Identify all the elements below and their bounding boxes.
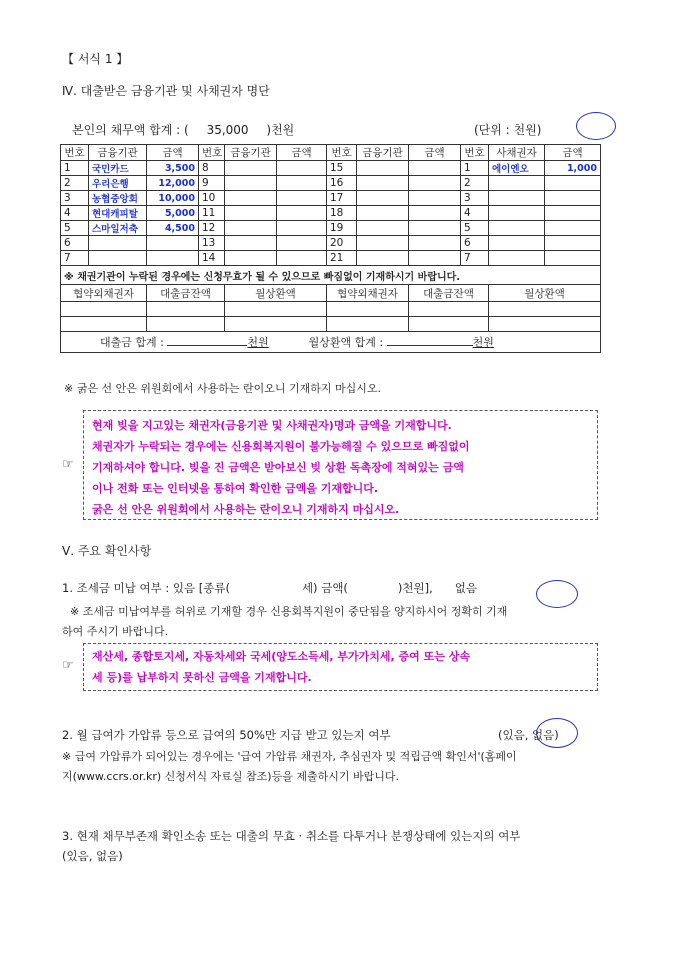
loan-total-field[interactable] — [167, 345, 247, 346]
item3-line: 3. 현재 채무부존재 확인소송 또는 대출의 무효 · 취소를 다투거나 분쟁상태에 있는지의 여부 — [62, 829, 521, 843]
row-number[interactable]: 18 — [327, 206, 357, 221]
institution-cell[interactable] — [225, 176, 277, 191]
bold-line-note: ※ 굵은 선 안은 위원회에서 사용하는 란이오니 기재하지 마십시오. — [64, 382, 381, 395]
item1-tax-type-suffix: 세) 금액( — [301, 581, 348, 595]
amount-cell[interactable] — [409, 161, 461, 176]
total-debt-label: 본인의 채무액 합계 : ( — [72, 123, 189, 137]
section5-title: Ⅴ. 주요 확인사항 — [62, 544, 152, 558]
row-number[interactable]: 14 — [199, 251, 225, 266]
non-agreement-cell[interactable] — [147, 317, 225, 332]
institution-cell[interactable] — [357, 161, 409, 176]
table-header-row — [61, 145, 601, 161]
row-number[interactable]: 5 — [461, 221, 489, 236]
item2-note-line2: 지(www.ccrs.or.kr) 신청서식 자료실 참조)등을 제출하시기 바랍니다. — [62, 770, 399, 783]
pointer-icon: ☞ — [62, 457, 74, 472]
non-agreement-header: 협약외채권자 — [61, 285, 147, 302]
row-number[interactable]: 21 — [327, 251, 357, 266]
amount-cell[interactable] — [277, 251, 327, 266]
item1-none-option[interactable]: 없음 — [454, 581, 477, 595]
non-agreement-header: 대출금잔액 — [147, 285, 225, 302]
monthly-total-label: 월상환액 합계 : — [308, 336, 384, 349]
item3-answer[interactable]: (있음, 없음) — [62, 849, 123, 863]
amount-cell[interactable] — [545, 221, 601, 236]
amount-cell[interactable] — [545, 191, 601, 206]
table-header-cell: 번호 — [461, 145, 489, 161]
row-number[interactable]: 8 — [199, 161, 225, 176]
row-number[interactable]: 16 — [327, 176, 357, 191]
table-header-cell: 금액 — [545, 145, 601, 161]
row-number[interactable]: 7 — [461, 251, 489, 266]
amount-cell[interactable]: 12,000 — [147, 176, 199, 191]
hint1-line: 이나 전화 또는 인터넷을 통하여 확인한 금액을 기재합니다. — [92, 482, 379, 495]
non-agreement-cell[interactable] — [147, 302, 225, 317]
non-agreement-header: 월상환액 — [489, 285, 601, 302]
table-row — [61, 176, 601, 191]
non-agreement-cell[interactable] — [489, 302, 601, 317]
institution-cell[interactable]: 우리은행 — [89, 176, 147, 191]
amount-cell[interactable] — [147, 251, 199, 266]
item2-answer[interactable]: (있음, 없음) — [498, 728, 559, 742]
non-agreement-header: 월상환액 — [225, 285, 327, 302]
institution-cell[interactable] — [225, 206, 277, 221]
table-header-cell: 번호 — [327, 145, 357, 161]
total-debt — [72, 121, 294, 138]
loan-total-label: 대출금 합계 : — [100, 336, 164, 349]
non-agreement-header: 대출금잔액 — [409, 285, 489, 302]
institution-cell[interactable]: 농협중앙회 — [89, 191, 147, 206]
row-number[interactable]: 12 — [199, 221, 225, 236]
row-number[interactable]: 1 — [461, 161, 489, 176]
table-header-cell: 번호 — [199, 145, 225, 161]
amount-cell[interactable] — [409, 191, 461, 206]
total-debt-value: 35,000 — [206, 123, 249, 137]
table-row — [61, 206, 601, 221]
hint1-line: 굵은 선 안은 위원회에서 사용하는 란이오니 기재하지 마십시오. — [92, 503, 400, 516]
institution-cell[interactable] — [357, 221, 409, 236]
table-header-cell: 사채권자 — [489, 145, 545, 161]
row-number[interactable]: 6 — [61, 236, 89, 251]
amount-cell[interactable] — [277, 236, 327, 251]
hint-text-1 — [92, 415, 469, 520]
hint-text-2 — [92, 646, 470, 688]
non-agreement-cell[interactable] — [409, 317, 489, 332]
form-label: 【 서식 1 】 — [62, 52, 129, 66]
private-lender-cell[interactable] — [489, 191, 545, 206]
institution-cell[interactable] — [225, 191, 277, 206]
institution-cell[interactable] — [225, 221, 277, 236]
monthly-total-unit: 천원 — [472, 336, 494, 349]
institution-cell[interactable] — [357, 236, 409, 251]
non-agreement-row — [61, 317, 601, 332]
section4-title: Ⅳ. 대출받은 금융기관 및 사채권자 명단 — [62, 84, 270, 98]
non-agreement-header-row — [61, 285, 601, 302]
amount-cell[interactable] — [277, 161, 327, 176]
amount-cell[interactable]: 3,500 — [147, 161, 199, 176]
row-number[interactable]: 5 — [61, 221, 89, 236]
row-number[interactable]: 15 — [327, 161, 357, 176]
amount-cell[interactable]: 10,000 — [147, 191, 199, 206]
institution-cell[interactable]: 현대캐피탈 — [89, 206, 147, 221]
hint2-line: 재산세, 종합토지세, 자동차세와 국세(양도소득세, 부가가치세, 증여 또는 상속 — [92, 650, 470, 663]
non-agreement-cell[interactable] — [489, 317, 601, 332]
institution-cell[interactable] — [357, 191, 409, 206]
table-header-cell: 금액 — [409, 145, 461, 161]
institution-cell[interactable]: 국민카드 — [89, 161, 147, 176]
amount-cell[interactable] — [409, 206, 461, 221]
table-header-cell: 금액 — [277, 145, 327, 161]
non-agreement-cell[interactable] — [409, 302, 489, 317]
item1-note-line2: 하여 주시기 바랍니다. — [62, 625, 169, 638]
amount-cell[interactable] — [409, 221, 461, 236]
row-number[interactable]: 3 — [61, 191, 89, 206]
table-row — [61, 236, 601, 251]
totals-row — [61, 332, 601, 353]
row-number[interactable]: 20 — [327, 236, 357, 251]
institution-cell[interactable] — [225, 236, 277, 251]
non-agreement-cell[interactable] — [225, 302, 327, 317]
row-number[interactable]: 4 — [461, 206, 489, 221]
non-agreement-cell[interactable] — [327, 317, 409, 332]
item1-amount-suffix: )천원], — [397, 581, 433, 595]
non-agreement-cell[interactable] — [327, 302, 409, 317]
item1-line — [62, 580, 477, 596]
table-header-cell: 금융기관 — [225, 145, 277, 161]
institution-cell[interactable] — [357, 176, 409, 191]
amount-cell[interactable] — [409, 236, 461, 251]
institution-cell[interactable] — [89, 251, 147, 266]
amount-cell[interactable] — [147, 236, 199, 251]
row-number[interactable]: 3 — [461, 191, 489, 206]
row-number[interactable]: 2 — [461, 176, 489, 191]
hint1-line: 현재 빚을 지고있는 채권자(금융기관 및 사채권자)명과 금액을 기재합니다. — [92, 419, 452, 432]
hand-circle-mark — [536, 580, 578, 608]
table-row — [61, 221, 601, 236]
institution-cell[interactable]: 스마일저축 — [89, 221, 147, 236]
private-lender-cell[interactable] — [489, 221, 545, 236]
row-number[interactable]: 4 — [61, 206, 89, 221]
item1-label: 1. 조세금 미납 여부 : 있음 [종류( — [62, 581, 230, 595]
item1-note-line1: ※ 조세금 미납여부를 허위로 기재할 경우 신용회복지원이 중단됨을 양지하시어 정확히 기재 — [70, 605, 508, 618]
table-row — [61, 251, 601, 266]
institution-cell[interactable] — [357, 251, 409, 266]
row-number[interactable]: 9 — [199, 176, 225, 191]
amount-cell[interactable] — [277, 191, 327, 206]
private-lender-cell[interactable] — [489, 251, 545, 266]
amount-cell[interactable] — [409, 251, 461, 266]
amount-cell[interactable] — [545, 176, 601, 191]
row-number[interactable]: 2 — [61, 176, 89, 191]
amount-cell[interactable]: 1,000 — [545, 161, 601, 176]
row-number[interactable]: 13 — [199, 236, 225, 251]
institution-cell[interactable] — [225, 161, 277, 176]
private-lender-cell[interactable] — [489, 236, 545, 251]
row-number[interactable]: 11 — [199, 206, 225, 221]
amount-cell[interactable] — [277, 206, 327, 221]
non-agreement-cell[interactable] — [61, 317, 147, 332]
non-agreement-cell[interactable] — [61, 302, 147, 317]
institution-cell[interactable] — [225, 251, 277, 266]
table-row — [61, 161, 601, 176]
row-number[interactable]: 17 — [327, 191, 357, 206]
pointer-icon: ☞ — [62, 658, 74, 673]
row-number[interactable]: 19 — [327, 221, 357, 236]
amount-cell[interactable] — [545, 236, 601, 251]
amount-cell[interactable] — [409, 176, 461, 191]
table-row — [61, 191, 601, 206]
amount-cell[interactable] — [545, 206, 601, 221]
non-agreement-row — [61, 302, 601, 317]
private-lender-cell[interactable]: 에이엔오 — [489, 161, 545, 176]
unit-label: (단위 : 천원) — [474, 123, 542, 137]
amount-cell[interactable]: 4,500 — [147, 221, 199, 236]
amount-cell[interactable]: 5,000 — [147, 206, 199, 221]
table-header-cell: 금융기관 — [89, 145, 147, 161]
row-number[interactable]: 10 — [199, 191, 225, 206]
creditor-table — [60, 144, 601, 353]
item2-line: 2. 월 급여가 가압류 등으로 급여의 50%만 지급 받고 있는지 여부 — [62, 728, 391, 742]
hint1-line: 기재하셔야 합니다. 빚을 진 금액은 받아보신 빚 상환 독촉장에 적혀있는 금액 — [92, 461, 464, 474]
non-agreement-cell[interactable] — [225, 317, 327, 332]
row-number[interactable]: 6 — [461, 236, 489, 251]
notice-row — [61, 266, 601, 285]
private-lender-cell[interactable] — [489, 206, 545, 221]
total-debt-suffix: )천원 — [266, 123, 295, 137]
row-number[interactable]: 1 — [61, 161, 89, 176]
hint1-line: 채권자가 누락되는 경우에는 신용회복지원이 불가능해질 수 있으므로 빠짐없이 — [92, 440, 470, 453]
amount-cell[interactable] — [277, 176, 327, 191]
institution-cell[interactable] — [357, 206, 409, 221]
private-lender-cell[interactable] — [489, 176, 545, 191]
loan-total-unit: 천원 — [247, 336, 269, 349]
monthly-total-field[interactable] — [387, 345, 473, 346]
table-header-cell: 번호 — [61, 145, 89, 161]
amount-cell[interactable] — [277, 221, 327, 236]
institution-cell[interactable] — [89, 236, 147, 251]
hint2-line: 세 등)를 납부하지 못하신 금액을 기재합니다. — [92, 671, 312, 684]
row-number[interactable]: 7 — [61, 251, 89, 266]
non-agreement-header: 협약외채권자 — [327, 285, 409, 302]
creditor-notice: ※ 채권기관이 누락된 경우에는 신청무효가 될 수 있으므로 빠짐없이 기재하시기 바랍니다. — [61, 266, 601, 285]
hand-circle-mark — [576, 112, 616, 140]
totals-cell — [61, 332, 601, 353]
item2-note-line1: ※ 급여 가압류가 되어있는 경우에는 '급여 가압류 채권자, 추심권자 및 적립금액 확인서'(홈페이 — [62, 750, 517, 763]
table-header-cell: 금액 — [147, 145, 199, 161]
hand-circle-mark — [536, 718, 578, 748]
amount-cell[interactable] — [545, 251, 601, 266]
table-header-cell: 금융기관 — [357, 145, 409, 161]
